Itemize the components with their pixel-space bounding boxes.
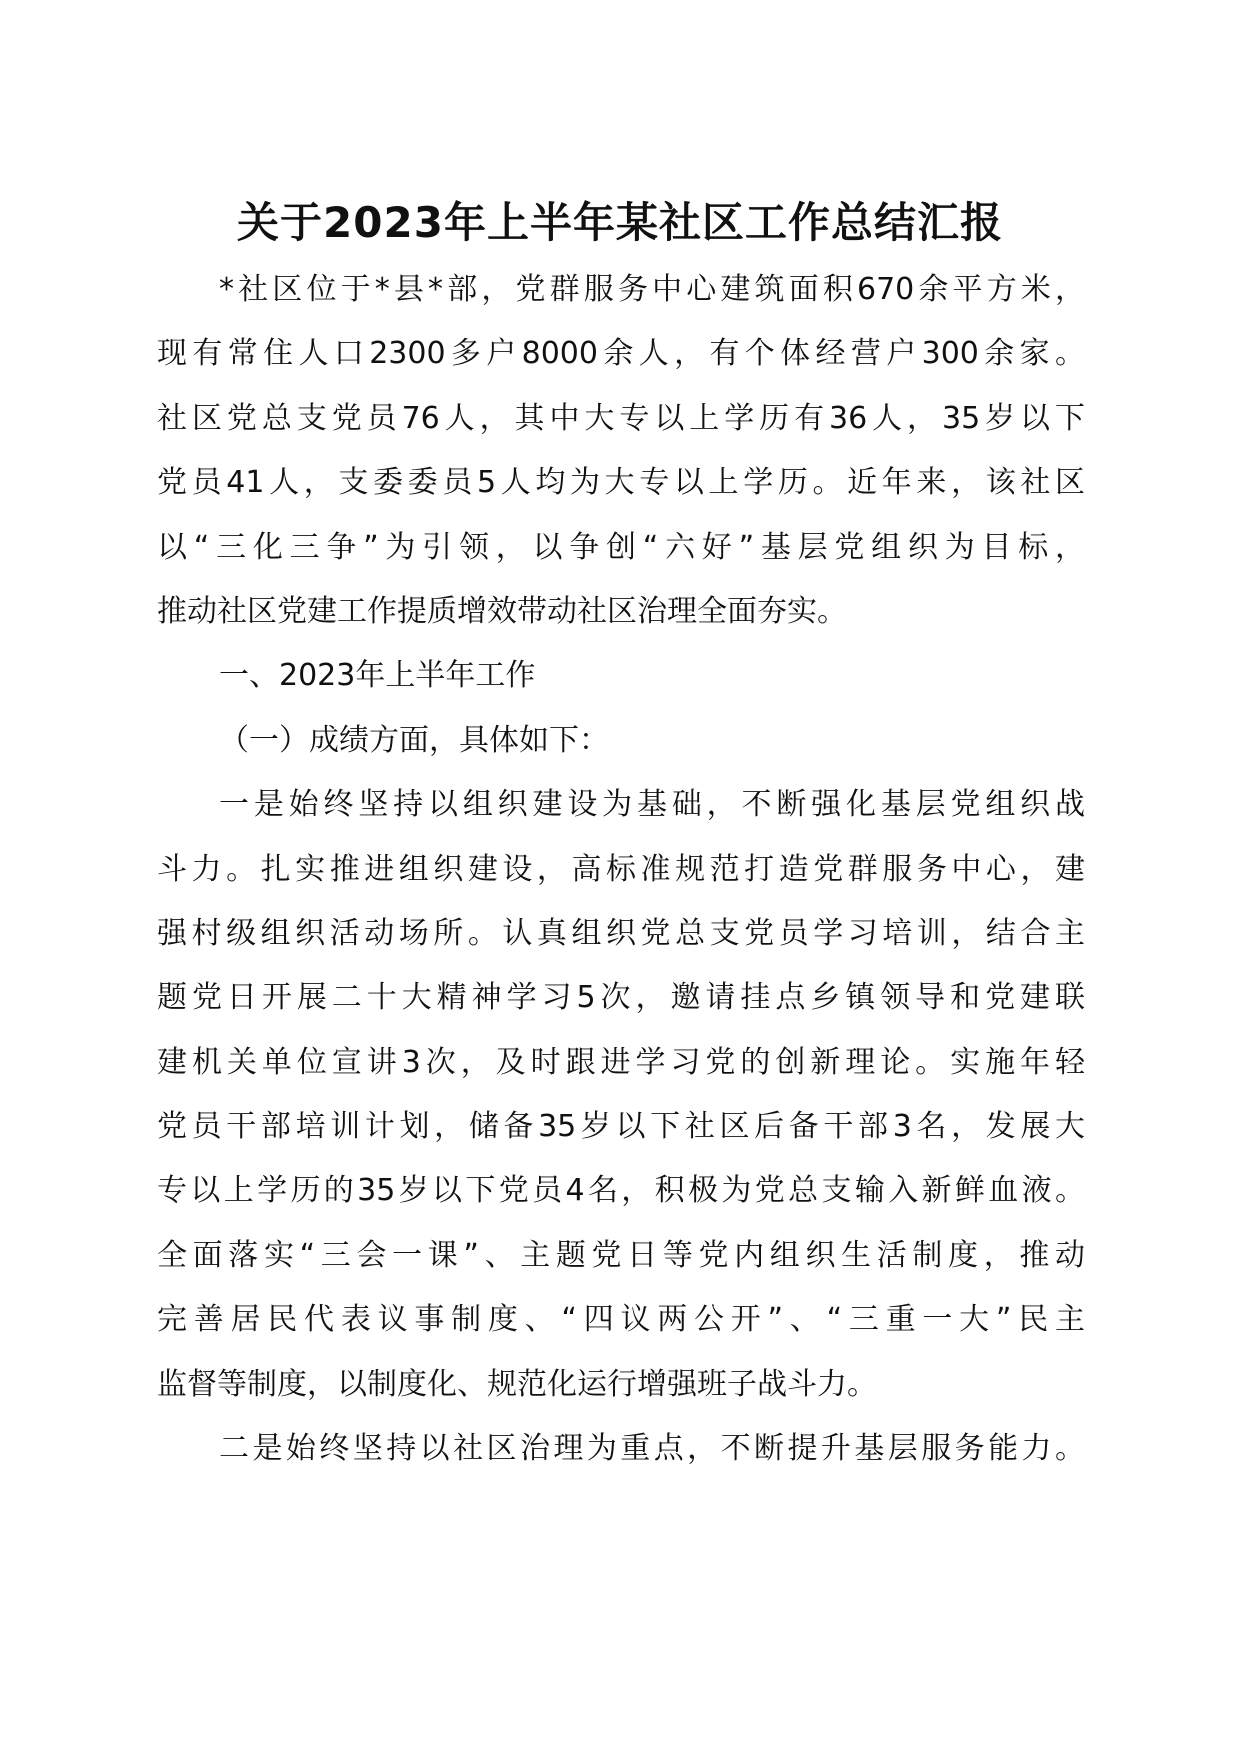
p1-line: 社区党总支党员76人，其中大专以上学历有36人，35岁以下 xyxy=(157,400,1085,436)
p2-line: 一是始终坚持以组织建设为基础，不断强化基层党组织战 xyxy=(219,787,1085,823)
p1-line: 推动社区党建工作提质增效带动社区治理全面夯实。 xyxy=(157,593,847,629)
p3-line: 二是始终坚持以社区治理为重点，不断提升基层服务能力。 xyxy=(219,1431,1085,1467)
document-title: 关于2023年上半年某社区工作总结汇报 xyxy=(237,198,1003,247)
subsection-heading: （一）成绩方面，具体如下： xyxy=(219,722,609,758)
p2-line: 监督等制度，以制度化、规范化运行增强班子战斗力。 xyxy=(157,1366,877,1402)
document-body xyxy=(157,258,1085,1481)
p1-line: 以“三化三争”为引领，以争创“六好”基层党组织为目标， xyxy=(157,529,1085,565)
p2-line: 斗力。扎实推进组织建设，高标准规范打造党群服务中心，建 xyxy=(157,851,1085,887)
p1-line: 现有常住人口2300多户8000余人，有个体经营户300余家。 xyxy=(157,336,1085,372)
p1-line: *社区位于*县*部，党群服务中心建筑面积670余平方米， xyxy=(219,272,1085,307)
p2-line: 题党日开展二十大精神学习5次，邀请挂点乡镇领导和党建联 xyxy=(157,980,1085,1016)
p1-line: 党员41人，支委委员5人均为大专以上学历。近年来，该社区 xyxy=(157,465,1085,501)
p2-line: 全面落实“三会一课”、主题党日等党内组织生活制度，推动 xyxy=(157,1237,1085,1273)
section-heading: 一、2023年上半年工作 xyxy=(219,658,536,694)
p2-line: 党员干部培训计划，储备35岁以下社区后备干部3名，发展大 xyxy=(157,1109,1085,1145)
p2-line: 完善居民代表议事制度、“四议两公开”、“三重一大”民主 xyxy=(157,1302,1085,1338)
p2-line: 强村级组织活动场所。认真组织党总支党员学习培训，结合主 xyxy=(157,915,1085,951)
p2-line: 建机关单位宣讲3次，及时跟进学习党的创新理论。实施年轻 xyxy=(157,1044,1085,1080)
p2-line: 专以上学历的35岁以下党员4名，积极为党总支输入新鲜血液。 xyxy=(157,1173,1085,1209)
